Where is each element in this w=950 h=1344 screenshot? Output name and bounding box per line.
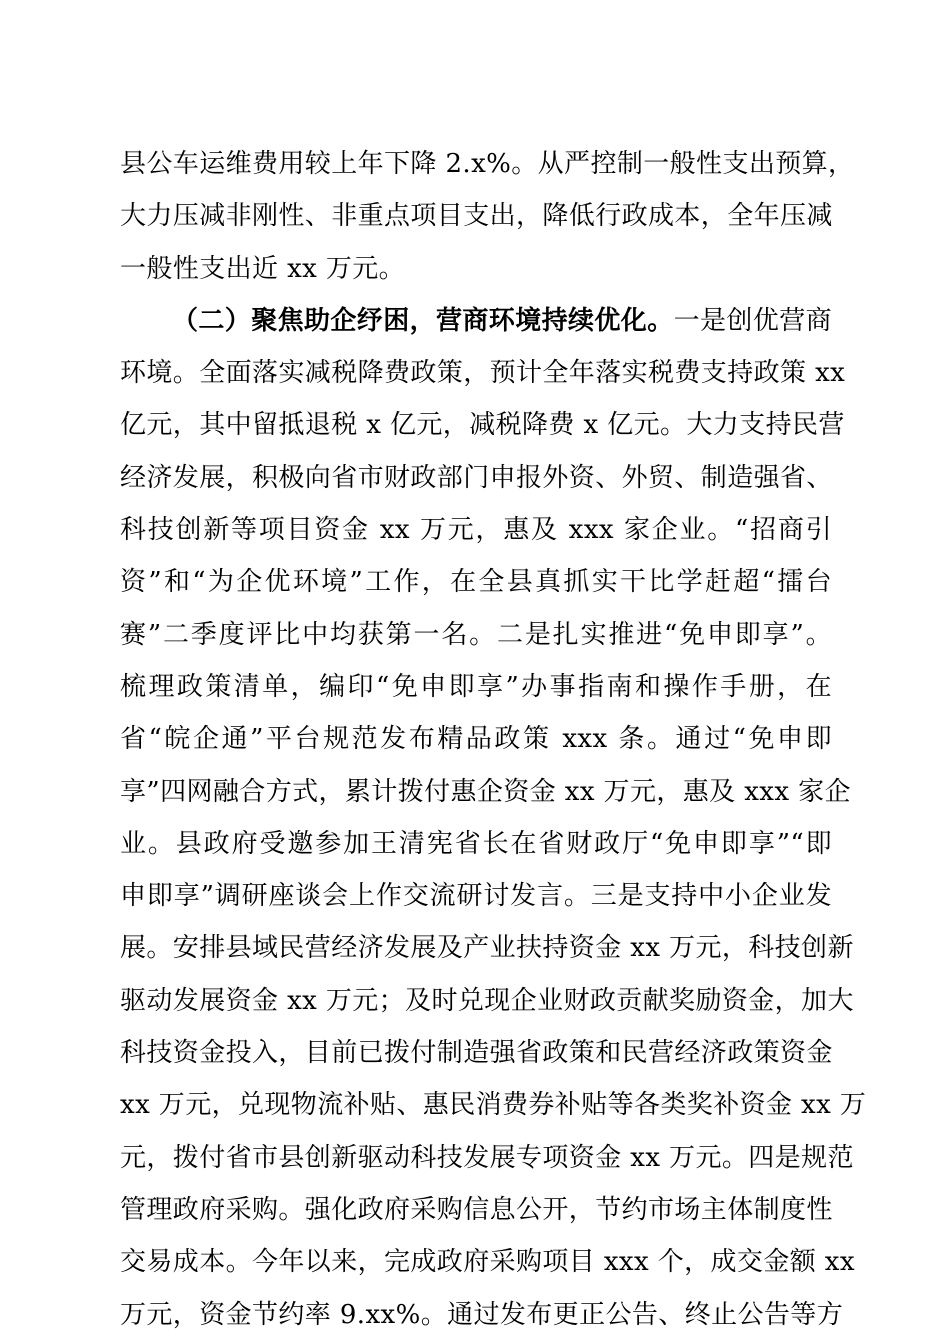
paragraph-line: xx 万元，兑现物流补贴、惠民消费券补贴等各类奖补资金 xx 万 <box>120 1090 867 1121</box>
paragraph-line: 交易成本。今年以来，完成政府采购项目 xxx 个，成交金额 xx <box>120 1247 855 1278</box>
paragraph-line: 环境。全面落实减税降费政策，预计全年落实税费支持政策 xx <box>120 358 846 389</box>
paragraph-line: 亿元，其中留抵退税 x 亿元，减税降费 x 亿元。大力支持民营 <box>120 410 845 441</box>
paragraph-line: 梳理政策清单，编印“免申即享”办事指南和操作手册，在 <box>120 671 832 702</box>
paragraph-line: 管理政府采购。强化政府采购信息公开，节约市场主体制度性 <box>120 1194 833 1225</box>
body-text <box>120 138 867 1341</box>
section-heading-line <box>120 295 832 347</box>
section-lead: 一是创优营商 <box>673 305 833 336</box>
paragraph-line: 经济发展，积极向省市财政部门申报外资、外贸、制造强省、 <box>120 462 833 493</box>
paragraph-line: 万元，资金节约率 9.xx%。通过发布更正公告、终止公告等方 <box>120 1299 844 1330</box>
paragraph-line: 科技资金投入，目前已拨付制造强省政策和民营经济政策资金 <box>120 1038 833 1069</box>
paragraph-line: 展。安排县域民营经济发展及产业扶持资金 xx 万元，科技创新 <box>120 933 854 964</box>
paragraph-line: 科技创新等项目资金 xx 万元，惠及 xxx 家企业。“招商引 <box>120 515 832 546</box>
paragraph-line: 资”和“为企优环境”工作，在全县真抓实干比学赶超“擂台 <box>120 567 832 598</box>
paragraph-line: 大力压减非刚性、非重点项目支出，降低行政成本，全年压减 <box>120 201 833 232</box>
paragraph-line: 赛”二季度评比中均获第一名。二是扎实推进“免申即享”。 <box>120 619 832 650</box>
paragraph-line: 县公车运维费用较上年下降 2.x%。从严控制一般性支出预算， <box>120 149 855 179</box>
paragraph-line: 驱动发展资金 xx 万元；及时兑现企业财政贡献奖励资金，加大 <box>120 985 854 1016</box>
paragraph-line: 业。县政府受邀参加王清宪省长在省财政厅“免申即享”“即 <box>120 828 832 859</box>
paragraph-line: 享”四网融合方式，累计拨付惠企资金 xx 万元，惠及 xxx 家企 <box>120 776 851 807</box>
paragraph-line: 省“皖企通”平台规范发布精品政策 xxx 条。通过“免申即 <box>120 724 832 755</box>
section-heading: （二）聚焦助企纾困，营商环境持续优化。 <box>172 305 674 336</box>
paragraph-line: 元，拨付省市县创新驱动科技发展专项资金 xx 万元。四是规范 <box>120 1142 854 1173</box>
paragraph-line: 申即享”调研座谈会上作交流研讨发言。三是支持中小企业发 <box>120 881 832 912</box>
paragraph-line: 一般性支出近 xx 万元。 <box>120 253 406 284</box>
